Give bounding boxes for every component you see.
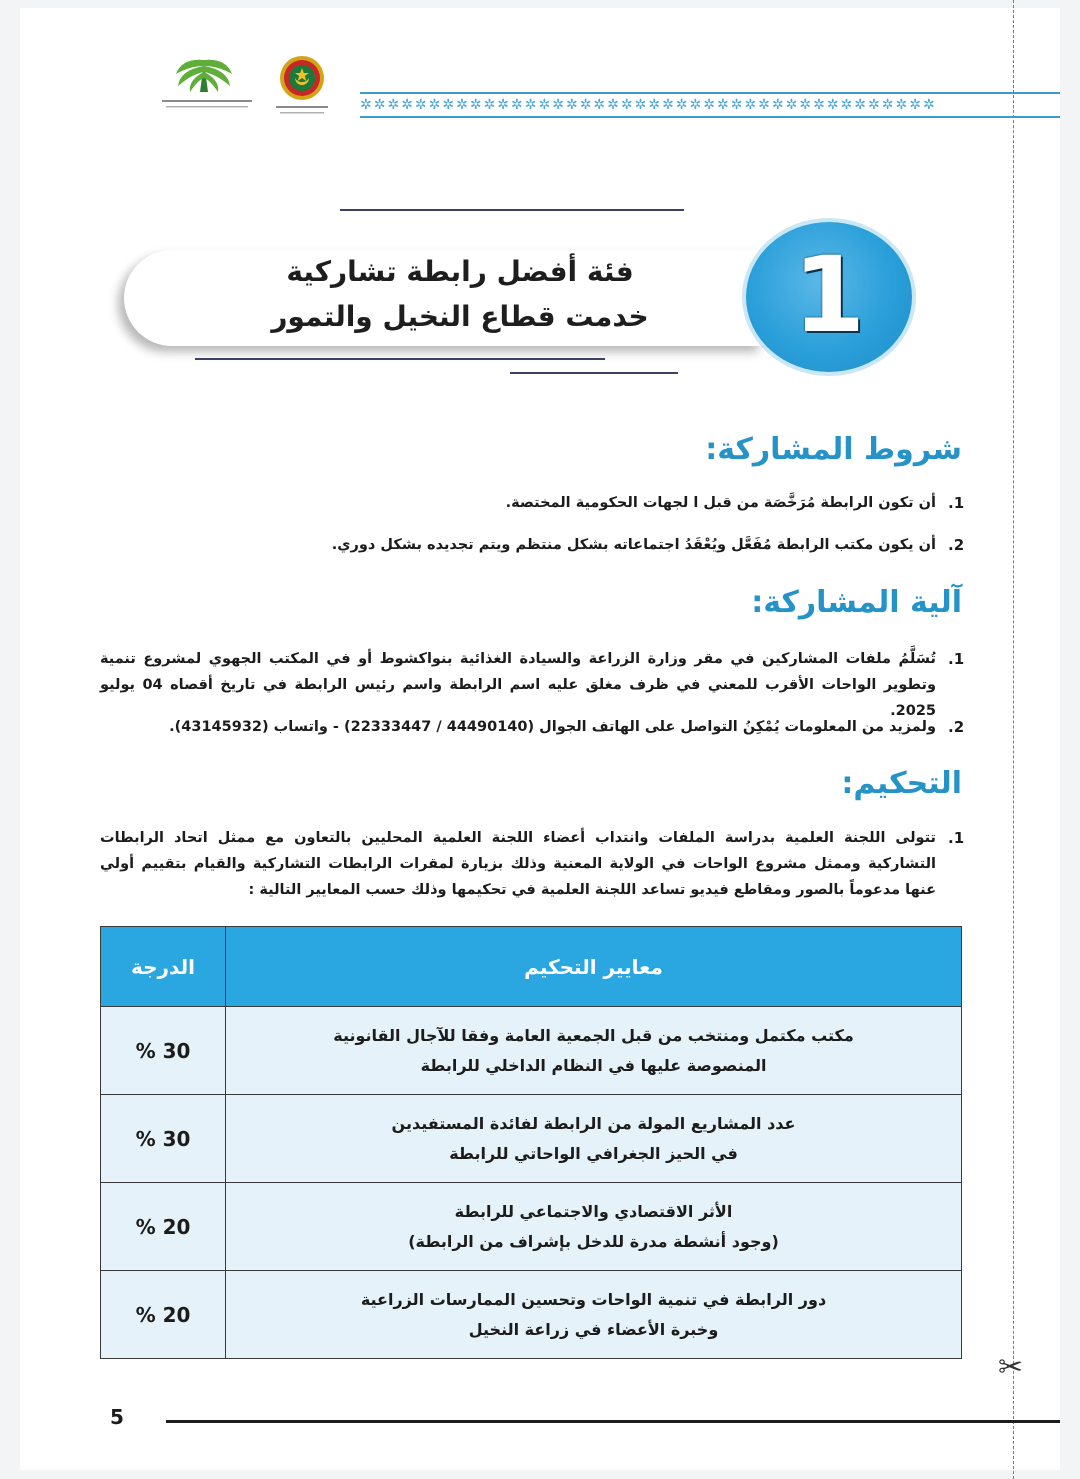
- criteria-line: وخبرة الأعضاء في زراعة النخيل: [468, 1319, 719, 1339]
- judging-item-1: تتولى اللجنة العلمية بدراسة الملفات وانتداب أعضاء اللجنة العلمية المحليين بالتعاون مع ممثل اتحاد الرابطات التشاركية وممثل مشروع الواحات في الولاية المعنية وذلك بزيارة لمقرات الرابطات التشاركية والقيام بتقييم أولي عنها مدعوماً بالصور ومقاطع فيديو تساعد اللجنة العلمية في تحكيمها وذلك حسب المعايير التالية :: [100, 830, 936, 898]
- criteria-line: المنصوصة عليها في النظام الداخلي للرابطة: [420, 1055, 767, 1075]
- mechanism-heading: آلية المشاركة:: [751, 585, 962, 620]
- criteria-line: الأثر الاقتصادي والاجتماعي للرابطة: [454, 1201, 733, 1221]
- judging-heading: التحكيم:: [841, 766, 962, 801]
- judging-item-1-number: .1: [948, 829, 965, 847]
- score-cell: 20 %: [101, 1183, 226, 1271]
- conditions-item-2: أن يكون مكتب الرابطة مُفَعَّل ويُعْقَدُ اجتماعاته بشكل منتظم ويتم تجديده بشكل دوري.: [331, 537, 936, 553]
- title-line-2: خدمت قطاع النخيل والتمور: [271, 300, 649, 333]
- criteria-line: عدد المشاريع المولة من الرابطة لفائدة المستفيدين: [391, 1113, 796, 1133]
- criteria-cell: [226, 1183, 962, 1271]
- mechanism-item-2-number: .2: [948, 718, 965, 736]
- star-border-band: ✲✲✲✲✲✲✲✲✲✲✲✲✲✲✲✲✲✲✲✲✲✲✲✲✲✲✲✲✲✲✲✲✲✲✲✲✲✲✲✲✲✲: [360, 92, 1060, 118]
- title-rule-top: [340, 209, 684, 211]
- page-number: 5: [110, 1405, 124, 1429]
- criteria-line: دور الرابطة في تنمية الواحات وتحسين الممارسات الزراعية: [360, 1289, 827, 1309]
- title-rule-bottom-1: [195, 358, 605, 360]
- table-row: [101, 1095, 962, 1183]
- score-cell: 30 %: [101, 1095, 226, 1183]
- scissors-icon: ✂: [998, 1350, 1024, 1385]
- conditions-heading: شروط المشاركة:: [705, 432, 962, 467]
- criteria-table: [100, 926, 962, 1359]
- title-rule-bottom-2: [510, 372, 678, 374]
- mechanism-item-2: ولمزيد من المعلومات يُمْكِنُ التواصل على الهاتف الجوال (44490140 / 22333447) - واتساب (43145932).: [169, 719, 936, 735]
- cut-line: [1013, 0, 1014, 1479]
- table-row: [101, 1271, 962, 1359]
- conditions-item-1-number: .1: [948, 494, 965, 512]
- criteria-cell: [226, 1095, 962, 1183]
- conditions-item-1: أن تكون الرابطة مُرَخَّصَة من قبل ا لجهات الحكومية المختصة.: [505, 495, 936, 511]
- criteria-line: (وجود أنشطة مدرة للدخل بإشراف من الرابطة): [408, 1231, 779, 1251]
- category-number-badge: [746, 222, 912, 372]
- table-header-row: [101, 927, 962, 1007]
- footer-rule: [166, 1420, 1060, 1423]
- table-row: [101, 1007, 962, 1095]
- seal-logo: [262, 54, 342, 118]
- criteria-line: في الحيز الجغرافي الواحاتي للرابطة: [449, 1143, 738, 1163]
- criteria-column-header: معايير التحكيم: [226, 927, 962, 1007]
- category-number: 1: [792, 234, 866, 356]
- score-cell: 20 %: [101, 1271, 226, 1359]
- title-line-1: فئة أفضل رابطة تشاركية: [286, 255, 634, 288]
- criteria-cell: [226, 1271, 962, 1359]
- score-cell: 30 %: [101, 1007, 226, 1095]
- conditions-item-2-number: .2: [948, 536, 965, 554]
- mechanism-item-1-number: .1: [948, 650, 965, 668]
- palm-logo: [152, 52, 262, 114]
- score-column-header: الدرجة: [101, 927, 226, 1007]
- criteria-cell: [226, 1007, 962, 1095]
- table-row: [101, 1183, 962, 1271]
- mechanism-item-1: تُسَلَّمُ ملفات المشاركين في مقر وزارة الزراعة والسيادة الغذائية بنواكشوط أو في المكتب الجهوي لمشروع تنمية وتطوير الواحات الأقرب للمعني في ظرف مغلق عليه اسم الرابطة واسم رئيس الرابطة في تاريخ أقصاه 04 يوليو 2025.: [100, 651, 936, 719]
- criteria-line: مكتب مكتمل ومنتخب من قبل الجمعية العامة وفقا للآجال القانونية: [333, 1025, 854, 1045]
